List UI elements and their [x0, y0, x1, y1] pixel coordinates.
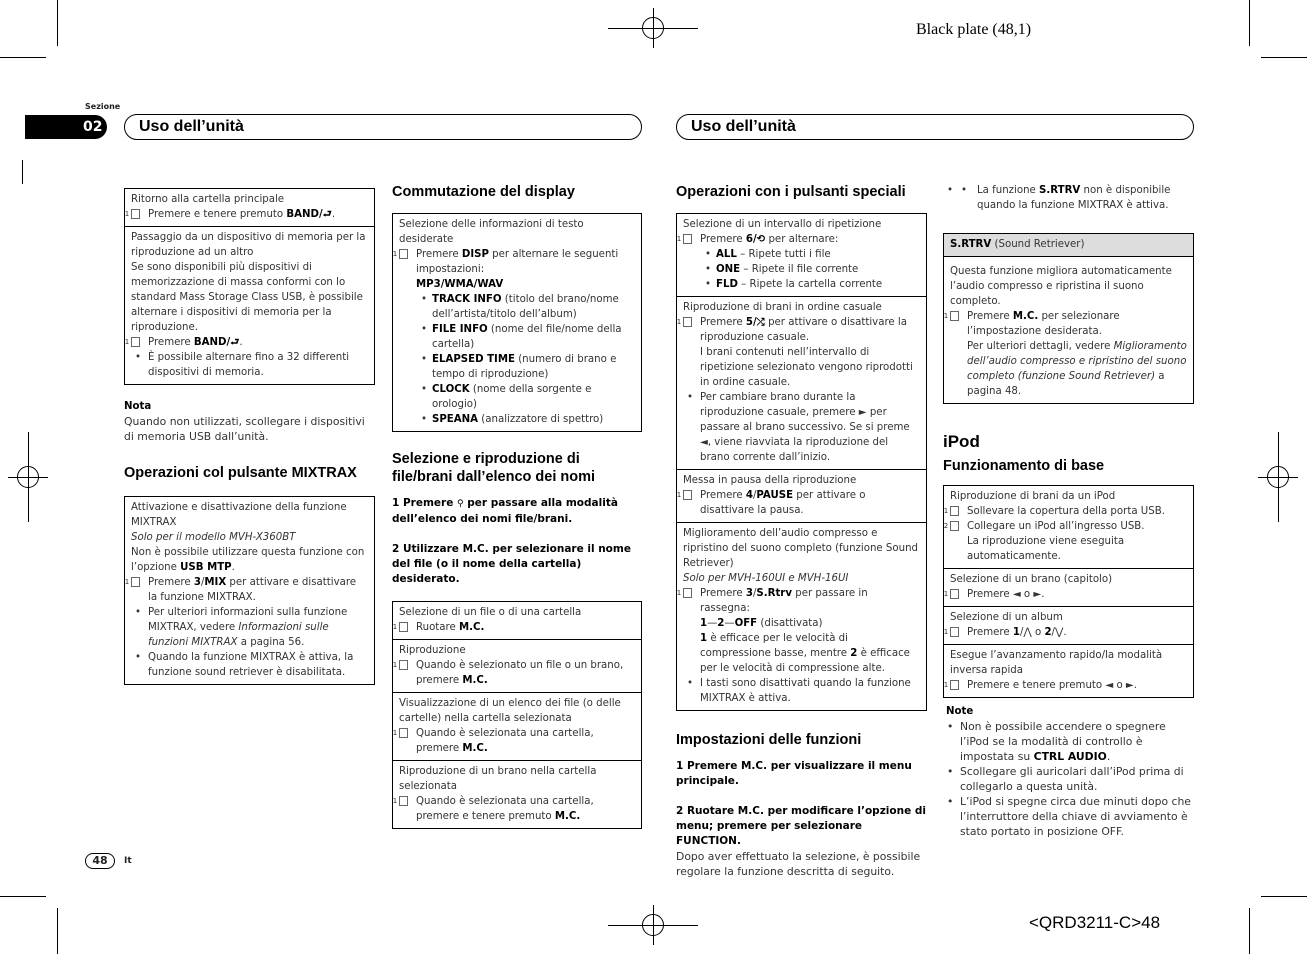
- section-heading: Operazioni con i pulsanti speciali: [676, 184, 906, 200]
- section-number: 02: [25, 115, 107, 139]
- cell-title: Passaggio da un dispositivo di memoria per la riproduzione ad un altro: [131, 232, 366, 258]
- repeat-icon: /⟲: [752, 234, 766, 245]
- registration-circle: [17, 466, 39, 488]
- model-note: Solo per MVH-160UI e MVH-16UI: [683, 573, 849, 584]
- bullet-item: • • La funzione S.RTRV non è disponibile quando la funzione MIXTRAX è attiva.: [943, 183, 1194, 213]
- table-box: [943, 485, 1194, 698]
- cell-text: .: [231, 562, 235, 573]
- model-note: Solo per il modello MVH-X360BT: [131, 532, 296, 543]
- bullet-item: • Per cambiare brano durante la riproduzione casuale, premere ► per passare al brano successivo. Se si preme ◄, viene riavviata la riproduzione del brano corrente dall’inizio.: [683, 390, 920, 465]
- step-number-icon: 2: [950, 521, 959, 531]
- cell-title: Miglioramento dell’audio compresso e ripristino del suono completo (funzione Sound Retriever): [683, 528, 919, 569]
- step-number-icon: 1: [683, 317, 692, 327]
- step-text: Premere: [148, 577, 194, 588]
- cell-text: La riproduzione viene eseguita automaticamente.: [967, 536, 1125, 562]
- step-1: 1 Premere M.C. per visualizzare il menu principale.: [676, 760, 912, 787]
- step-number-icon: 1: [131, 577, 140, 587]
- bullet-item: • CLOCK (nome della sorgente e orologio): [399, 382, 635, 412]
- key-label: DISP: [461, 249, 489, 260]
- crop-mark: [0, 57, 46, 58]
- step-text: per alternare le seguenti impostazioni:: [416, 249, 619, 275]
- cell-title: Riproduzione di un brano nella cartella selezionata: [399, 766, 597, 792]
- key-label: M.C.: [459, 622, 485, 633]
- bullet-item: • Non è possibile accendere o spegnere l’iPod se la modalità di controllo è impostata su CTRL AUDIO.: [943, 719, 1194, 764]
- table-box: [676, 213, 927, 711]
- key-label: MIX: [204, 577, 227, 588]
- table-cell: Riproduzione di un brano nella cartella selezionata 1 Quando è selezionata una cartella, premere e tenere premuto M.C.: [393, 760, 641, 828]
- step-1: 1 Premere ⚲ per passare alla modalità dell’elenco dei nomi file/brani.: [392, 497, 618, 525]
- step-2: 2 Ruotare M.C. per modificare l’opzione di menu; premere per selezionare FUNCTION.: [676, 805, 926, 847]
- table-cell: [125, 497, 374, 684]
- cell-title: Selezione di un album: [950, 612, 1063, 623]
- step-text: Dopo aver effettuato la selezione, è possibile regolare la funzione descritta di seguito.: [676, 850, 921, 878]
- cross-reference: Informazioni sulle funzioni MIXTRAX: [148, 622, 329, 648]
- registration-circle: [1267, 466, 1289, 488]
- table-cell: Selezione di un intervallo di ripetizione 1 Premere 6/⟲ per alternare: • ALL – Ripete tutti i file • ONE – Ripete il file corrente • FLD – Ripete la cartella corrente: [677, 214, 926, 296]
- step-number-icon: 1: [683, 588, 692, 598]
- cell-title: Ritorno alla cartella principale: [131, 194, 285, 205]
- bullet-item: • L’iPod si spegne circa due minuti dopo che l’interruttore della chiave di avviamento è stato portato in posizione OFF.: [943, 794, 1194, 839]
- key-label: 6: [745, 234, 753, 245]
- step-text: per attivare e disattivare la funzione MIXTRAX.: [148, 577, 357, 603]
- crop-mark: [1261, 896, 1307, 897]
- table-cell: Questa funzione migliora automaticamente l’audio compresso e ripristina il suono completo. 1 Premere M.C. per selezionare l’impostazione desiderata. Per ulteriori dettagli, vedere Miglioramento dell’audio compresso e ripristino del suono completo (funzione Sound Retriever) a pagina 48.: [944, 256, 1193, 403]
- step-2: 2 Utilizzare M.C. per selezionare il nome del file (o il nome della cartella) desiderato.: [392, 543, 631, 585]
- table-cell: Riproduzione di brani da un iPod 1 Sollevare la copertura della porta USB. 2 Collegare un iPod all’ingresso USB. La riproduzione viene eseguita automaticamente.: [944, 486, 1193, 568]
- section-heading: Selezione e riproduzione di file/brani dall’elenco dei nomi: [392, 451, 596, 485]
- table-cell: Messa in pausa della riproduzione 1 Premere 4/PAUSE per attivare o disattivare la pausa.: [677, 469, 926, 522]
- bullet-item: • FILE INFO (nome del file/nome della cartella): [399, 322, 635, 352]
- cell-title: Riproduzione di brani in ordine casuale: [683, 302, 882, 313]
- cell-title: Selezione delle informazioni di testo desiderate: [399, 219, 584, 245]
- table-cell: Miglioramento dell’audio compresso e ripristino del suono completo (funzione Sound Retriever) Solo per MVH-160UI e MVH-16UI 1 Premere 3/S.Rtrv per passare in rassegna: 1—2—OFF (disattivata) 1 è efficace per le velocità di compressione basse, mentre 2 è efficace per le velocità di compressione alte. • I tasti sono disattivati quando la funzione MIXTRAX è attiva.: [677, 522, 926, 710]
- bullet-item: • È possibile alternare fino a 32 differenti dispositivi di memoria.: [131, 350, 368, 380]
- cell-title: Riproduzione: [399, 645, 466, 656]
- key-label: 5: [745, 317, 753, 328]
- cell-text: 1 è efficace per le velocità di compressione basse, mentre 2 è efficace per le velocità di compressione alte.: [700, 633, 910, 674]
- table-cell: Selezione di un album 1 Premere 1/⋀ o 2/⋁.: [944, 606, 1193, 644]
- cell-text: Se sono disponibili più dispositivi di memorizzazione di massa conformi con lo standard Mass Storage Class USB, è possibile alternare i dispositivi di memoria per la riproduzione.: [131, 262, 363, 333]
- bullet-item: • ALL – Ripete tutti i file: [683, 247, 920, 262]
- crop-mark: [1249, 908, 1250, 954]
- cell-text: I brani contenuti nell’intervallo di ripetizione selezionato vengono riprodotti in ordine casuale.: [700, 347, 913, 388]
- header-left: Uso dell’unità: [124, 114, 642, 140]
- section-heading: iPod: [943, 432, 980, 451]
- step-number-icon: 1: [950, 589, 959, 599]
- step-text: /: [200, 577, 205, 588]
- bullet-item: • SPEANA (analizzatore di spettro): [399, 412, 635, 427]
- bullet-item: • ONE – Ripete il file corrente: [683, 262, 920, 277]
- cell-title: Attivazione e disattivazione della funzione MIXTRAX: [131, 502, 347, 528]
- step-text: .: [239, 337, 243, 348]
- key-label: S.Rtrv: [756, 588, 792, 599]
- column-1: [124, 188, 375, 685]
- cell-text: 1—2—OFF (disattivata): [700, 618, 823, 629]
- column-3: [676, 183, 927, 879]
- key-label: M.C.: [462, 675, 488, 686]
- bullet-item: • I tasti sono disattivati quando la funzione MIXTRAX è attiva.: [683, 676, 920, 706]
- table-box: [392, 213, 642, 432]
- key-label: 3: [193, 577, 201, 588]
- key-label: PAUSE: [756, 490, 794, 501]
- crop-mark: [1249, 0, 1250, 46]
- column-2: [392, 183, 642, 829]
- step-number-icon: 1: [950, 311, 959, 321]
- step-number-icon: 1: [950, 506, 959, 516]
- key-label: BAND/⮐: [286, 209, 332, 220]
- table-box: [392, 601, 642, 829]
- note-title: Nota: [124, 401, 152, 412]
- key-label: 4: [745, 490, 753, 501]
- cell-title: Selezione di un brano (capitolo): [950, 574, 1113, 585]
- subsection-heading: Funzionamento di base: [943, 458, 1105, 474]
- document-code: <QRD3211-C>48: [1029, 913, 1161, 932]
- step-number-icon: 1: [399, 249, 408, 259]
- step-number-icon: 1: [399, 622, 408, 632]
- cell-text: Questa funzione migliora automaticamente l’audio compresso e ripristina il suono completo.: [950, 266, 1172, 307]
- step-number-icon: 1: [399, 796, 408, 806]
- key-label: M.C.: [462, 743, 488, 754]
- table-cell: Esegue l’avanzamento rapido/la modalità inversa rapida 1 Premere e tenere premuto ◄ o ►.: [944, 644, 1193, 697]
- bullet-item: • FLD – Ripete la cartella corrente: [683, 277, 920, 292]
- table-cell: [125, 189, 374, 226]
- registration-circle: [642, 914, 664, 936]
- key-label: M.C.: [1012, 311, 1039, 322]
- table-cell: Visualizzazione di un elenco dei file (o delle cartelle) nella cartella selezionata 1 Quando è selezionata una cartella, premere M.C.: [393, 692, 641, 760]
- bullet-item: • Quando la funzione MIXTRAX è attiva, la funzione sound retriever è disabilitata.: [131, 650, 368, 680]
- table-cell: Selezione di un brano (capitolo) 1 Premere ◄ o ►.: [944, 568, 1193, 606]
- step-number-icon: 1: [399, 660, 408, 670]
- cell-text: Non è possibile utilizzare questa funzione con l’opzione: [131, 547, 365, 573]
- table-cell: Riproduzione di brani in ordine casuale 1 Premere 5/⤮ per attivare o disattivare la riproduzione casuale. I brani contenuti nell’intervallo di ripetizione selezionato vengono riprodotti in ordine casuale. • Per cambiare brano durante la riproduzione casuale, premere ► per passare al brano successivo. Se si preme ◄, viene riavviata la riproduzione del brano corrente dall’inizio.: [677, 296, 926, 469]
- step-text: Premere: [416, 249, 462, 260]
- cell-title: Riproduzione di brani da un iPod: [950, 491, 1116, 502]
- search-icon: ⚲: [456, 499, 464, 509]
- table-cell: Selezione di un file o di una cartella 1 Ruotare M.C.: [393, 602, 641, 639]
- bullet-item: • ELAPSED TIME (numero di brano e tempo di riproduzione): [399, 352, 635, 382]
- crop-mark: [57, 908, 58, 954]
- step-number-icon: 1: [131, 337, 140, 347]
- table-cell: Riproduzione 1 Quando è selezionato un file o un brano, premere M.C.: [393, 639, 641, 692]
- cell-title: Selezione di un file o di una cartella: [399, 607, 582, 618]
- format-label: MP3/WMA/WAV: [416, 279, 504, 290]
- cross-reference: Miglioramento dell’audio compresso e ripristino del suono completo (funzione Sound Retriever): [967, 341, 1187, 382]
- table-box: [124, 188, 375, 385]
- step-number-icon: 1: [950, 627, 959, 637]
- cell-text: Per ulteriori dettagli, vedere Miglioramento dell’audio compresso e ripristino del suono completo (funzione Sound Retriever) a pagina 48.: [967, 341, 1187, 397]
- step-text: .: [331, 209, 336, 220]
- cell-title: Messa in pausa della riproduzione: [683, 475, 857, 486]
- language-code: It: [124, 856, 132, 866]
- plate-label: Black plate (48,1): [916, 21, 1032, 38]
- step-number-icon: 1: [683, 490, 692, 500]
- crop-mark: [22, 160, 23, 184]
- section-heading: Operazioni col pulsante MIXTRAX: [124, 465, 357, 481]
- note-text: Quando non utilizzati, scollegare i dispositivi di memoria USB dall’unità.: [124, 415, 365, 443]
- table-box: [124, 496, 375, 685]
- page-number: 48: [85, 853, 115, 869]
- table-box: [943, 233, 1194, 404]
- key-label: USB MTP: [180, 562, 232, 573]
- section-heading: Commutazione del display: [392, 184, 575, 200]
- bullet-item: • Per ulteriori informazioni sulla funzione MIXTRAX, vedere Informazioni sulle funzioni MIXTRAX a pagina 56.: [131, 605, 368, 650]
- step-text: Premere: [148, 337, 194, 348]
- cell-title: Selezione di un intervallo di ripetizione: [683, 219, 882, 230]
- key-label: BAND/⮐: [193, 337, 240, 348]
- crop-mark: [1261, 57, 1307, 58]
- step-number-icon: 1: [131, 209, 140, 219]
- step-number-icon: 1: [399, 728, 408, 738]
- note-title: Note: [946, 706, 974, 717]
- crop-mark: [57, 0, 58, 46]
- crop-mark: [0, 896, 46, 897]
- table-cell: [393, 214, 641, 431]
- section-label: Sezione: [85, 102, 121, 111]
- column-4: [943, 183, 1194, 839]
- table-cell: [125, 226, 374, 384]
- step-text: Premere e tenere premuto: [148, 209, 287, 220]
- step-number-icon: 1: [950, 680, 959, 690]
- section-heading: Impostazioni delle funzioni: [676, 732, 862, 748]
- cell-title: Esegue l’avanzamento rapido/la modalità inversa rapida: [950, 650, 1163, 676]
- header-right: Uso dell’unità: [676, 114, 1194, 140]
- shuffle-icon: /⤮: [752, 317, 765, 328]
- bullet-item: • Scollegare gli auricolari dall’iPod prima di collegarlo a questa unità.: [943, 764, 1194, 794]
- registration-circle: [642, 17, 664, 39]
- key-label: M.C.: [554, 811, 581, 822]
- bullet-item: • TRACK INFO (titolo del brano/nome dell’artista/titolo dell’album): [399, 292, 635, 322]
- table-header-cell: S.RTRV (Sound Retriever): [944, 234, 1193, 256]
- key-label: 3: [745, 588, 753, 599]
- step-number-icon: 1: [683, 234, 692, 244]
- cell-title: Visualizzazione di un elenco dei file (o delle cartelle) nella cartella selezionata: [399, 698, 621, 724]
